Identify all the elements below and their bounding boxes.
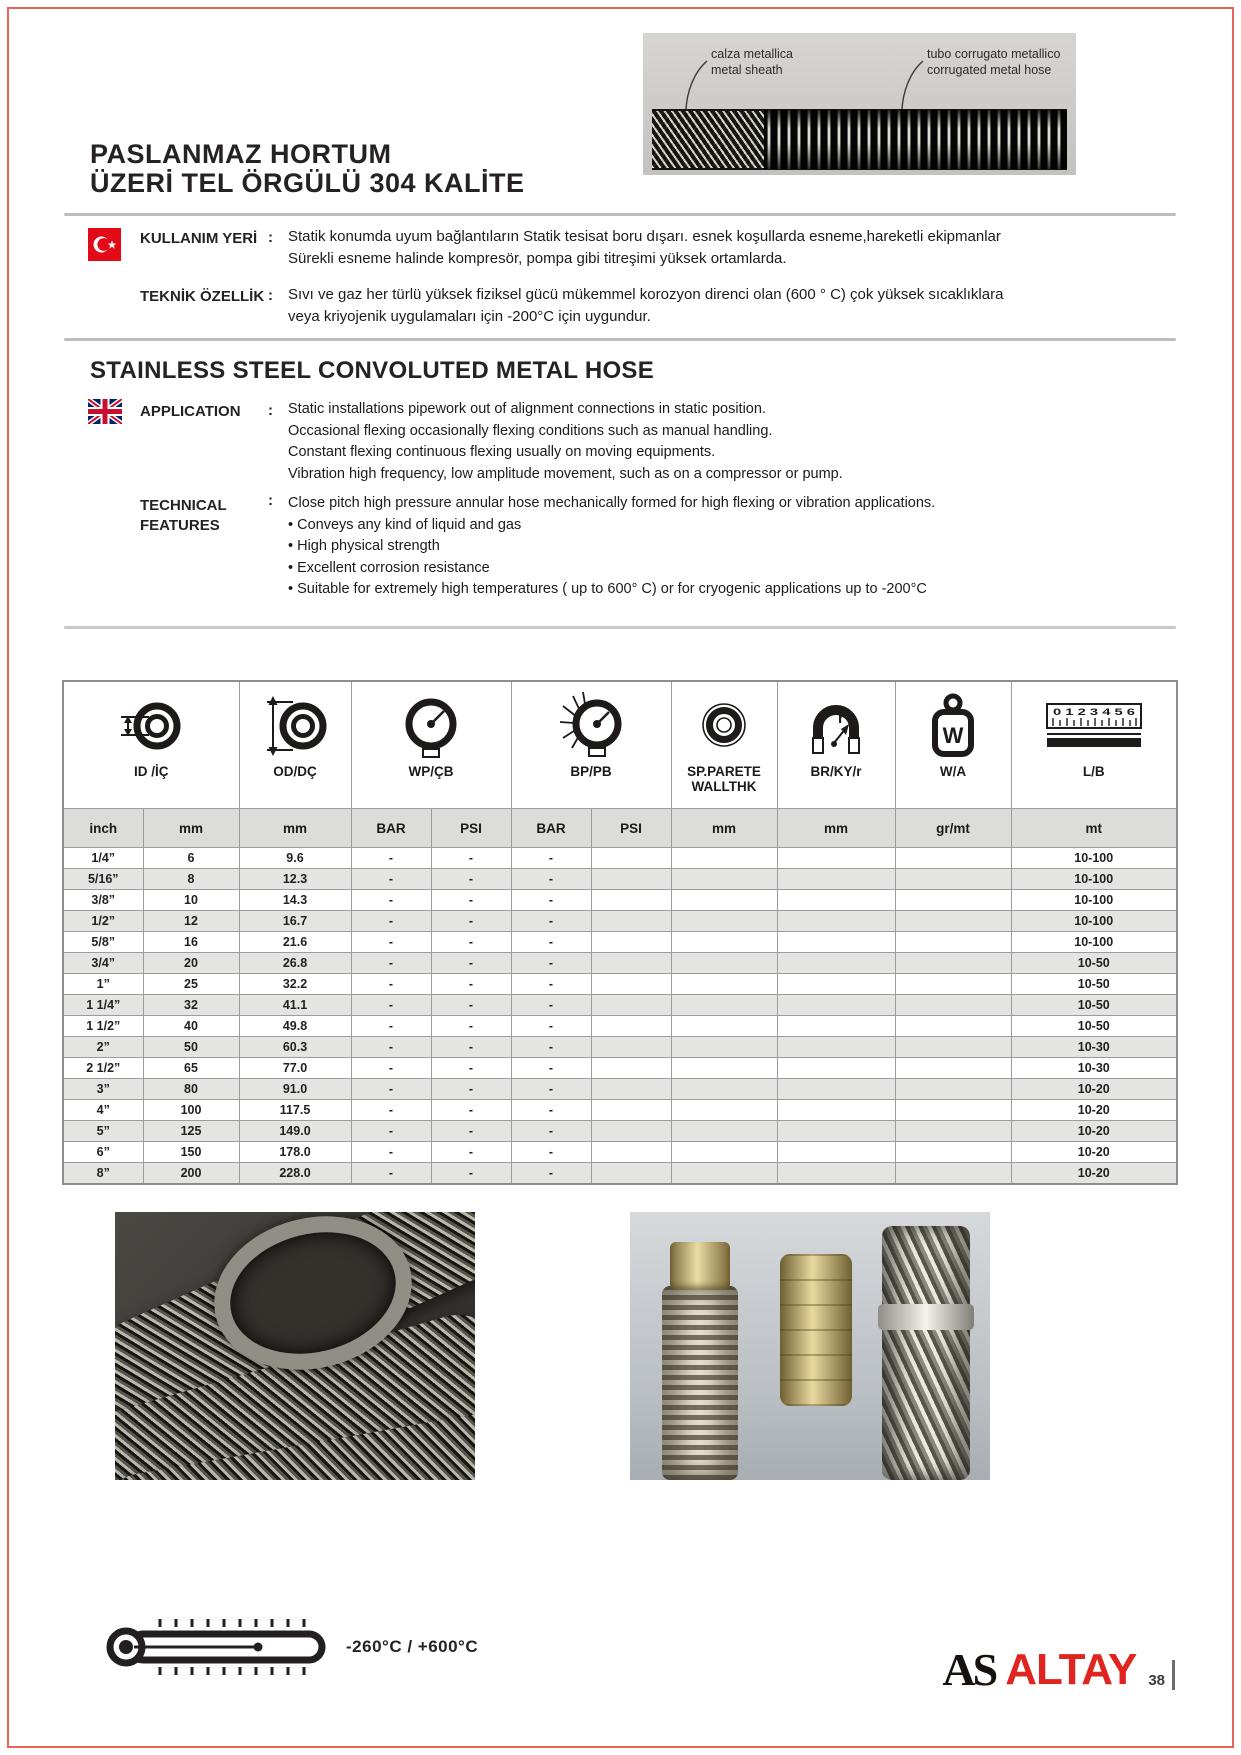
usage-section-text: Statik konumda uyum bağlantıların Statik tesisat boru dışarı. esnek koşullarda esneme,hareketli ekipmanlar Sürekli esneme halinde kompresör, pompa gibi titreşimi yüksek ortamlarda. — [288, 228, 1001, 267]
table-cell — [895, 953, 1011, 974]
table-cell — [777, 995, 895, 1016]
table-cell: 2” — [63, 1037, 143, 1058]
table-cell — [895, 911, 1011, 932]
table-cell — [671, 1058, 777, 1079]
table-cell — [591, 1100, 671, 1121]
uk-flag-icon — [88, 399, 122, 424]
table-cell: 3/4” — [63, 953, 143, 974]
table-cell: 8” — [63, 1163, 143, 1185]
table-cell: 1 1/2” — [63, 1016, 143, 1037]
table-row — [63, 1142, 1177, 1163]
table-cell — [777, 1058, 895, 1079]
table-cell — [777, 953, 895, 974]
table-cell: 32 — [143, 995, 239, 1016]
table-cell: 25 — [143, 974, 239, 995]
table-cell: 49.8 — [239, 1016, 351, 1037]
unit-cell: PSI — [431, 809, 511, 848]
turkey-flag-icon — [88, 228, 121, 261]
hose-collar — [878, 1304, 974, 1330]
table-cell: - — [431, 1058, 511, 1079]
table-cell: 125 — [143, 1121, 239, 1142]
table-cell — [591, 995, 671, 1016]
table-cell — [591, 848, 671, 869]
table-cell: - — [511, 869, 591, 890]
table-cell — [777, 1142, 895, 1163]
table-cell — [671, 953, 777, 974]
table-row — [63, 1079, 1177, 1100]
table-cell: 60.3 — [239, 1037, 351, 1058]
table-cell — [591, 890, 671, 911]
table-cell — [895, 1079, 1011, 1100]
table-row — [63, 890, 1177, 911]
table-cell: 10-30 — [1011, 1058, 1177, 1079]
colon-separator: : — [268, 402, 273, 419]
table-cell: - — [351, 953, 431, 974]
hose-spec-table — [62, 680, 1178, 1185]
table-cell: - — [431, 1016, 511, 1037]
table-cell: - — [431, 932, 511, 953]
table-cell: - — [431, 890, 511, 911]
table-cell — [895, 932, 1011, 953]
braided-hose-texture — [882, 1226, 970, 1480]
table-cell: 10-20 — [1011, 1163, 1177, 1185]
thermometer-icon — [100, 1616, 332, 1678]
table-cell: - — [351, 1163, 431, 1185]
table-row — [63, 1058, 1177, 1079]
hose-table-body — [63, 848, 1177, 1185]
table-cell — [895, 1163, 1011, 1185]
technical-section-text: Sıvı ve gaz her türlü yüksek fiziksel gücü mükemmel korozyon direnci olan (600 ° C) çok yüksek sıcaklıklara veya kriyojenik uygulamaları için -200°C için uygundur. — [288, 286, 1004, 325]
table-cell: - — [511, 1016, 591, 1037]
table-cell: 1” — [63, 974, 143, 995]
table-cell — [671, 932, 777, 953]
outer-diameter-icon — [263, 690, 327, 760]
page-number-divider — [1172, 1660, 1175, 1690]
table-cell: 3/8” — [63, 890, 143, 911]
table-cell: - — [511, 848, 591, 869]
table-cell — [895, 1121, 1011, 1142]
column-header-bend-radius: r BR/KY/r — [777, 681, 895, 809]
table-cell: 1/4” — [63, 848, 143, 869]
table-cell: - — [431, 869, 511, 890]
column-header-bp: BP/PB — [511, 681, 671, 809]
table-cell — [591, 1079, 671, 1100]
table-cell: - — [351, 848, 431, 869]
table-cell: - — [511, 974, 591, 995]
table-cell: - — [511, 1100, 591, 1121]
features-section-label: TECHNICAL FEATURES — [140, 497, 227, 534]
table-cell — [895, 848, 1011, 869]
table-cell: 6 — [143, 848, 239, 869]
table-cell — [895, 1016, 1011, 1037]
wall-thickness-icon — [692, 690, 756, 760]
page-title-turkish: PASLANMAZ HORTUM ÜZERİ TEL ÖRGÜLÜ 304 KALİTE — [90, 139, 525, 198]
unit-cell: BAR — [511, 809, 591, 848]
table-cell: 117.5 — [239, 1100, 351, 1121]
table-cell: 1/2” — [63, 911, 143, 932]
page-number: 38 — [1148, 1672, 1165, 1689]
units-row — [63, 809, 1177, 848]
table-row — [63, 1163, 1177, 1185]
table-cell — [671, 995, 777, 1016]
feature-bullet: • Excellent corrosion resistance — [288, 558, 1193, 580]
table-cell: - — [351, 1058, 431, 1079]
table-cell: - — [351, 1037, 431, 1058]
hose-annotated-photo — [643, 33, 1076, 175]
table-cell: 10-20 — [1011, 1100, 1177, 1121]
photo-annotation-metal-sheath: calza metallica metal sheath — [711, 47, 793, 78]
page-title-english: STAINLESS STEEL CONVOLUTED METAL HOSE — [90, 357, 655, 384]
table-cell: 5” — [63, 1121, 143, 1142]
colon-separator: : — [268, 287, 273, 304]
application-section-text: Static installations pipework out of alignment connections in static position. Occasional flexing occasionally flexing conditions such as manual handling. Constant flexing continuous flexing usually on moving equipments. Vibration high frequency, low amplitude movement, such as on a compressor or pump. — [288, 401, 843, 482]
table-cell: - — [351, 974, 431, 995]
table-cell — [777, 1016, 895, 1037]
svg-text:W: W — [942, 723, 964, 748]
logo-altay-wordmark: ALTAY — [1005, 1645, 1137, 1694]
unit-cell: BAR — [351, 809, 431, 848]
table-cell: - — [351, 932, 431, 953]
table-cell: 3” — [63, 1079, 143, 1100]
table-cell: - — [511, 1121, 591, 1142]
table-cell — [591, 869, 671, 890]
table-cell: 178.0 — [239, 1142, 351, 1163]
table-cell — [777, 869, 895, 890]
table-cell: 10-100 — [1011, 932, 1177, 953]
table-cell: 32.2 — [239, 974, 351, 995]
table-cell — [591, 1037, 671, 1058]
table-cell: - — [431, 1121, 511, 1142]
table-cell: 10-100 — [1011, 869, 1177, 890]
table-cell — [591, 1142, 671, 1163]
table-row — [63, 848, 1177, 869]
table-cell: 228.0 — [239, 1163, 351, 1185]
table-cell — [671, 869, 777, 890]
table-cell: 100 — [143, 1100, 239, 1121]
table-cell: 10-100 — [1011, 911, 1177, 932]
feature-bullet: • Suitable for extremely high temperatures ( up to 600° C) or for cryogenic applications up to -200°C — [288, 579, 1193, 601]
table-row — [63, 932, 1177, 953]
company-logo — [942, 1644, 1175, 1695]
table-cell — [591, 953, 671, 974]
table-cell: 65 — [143, 1058, 239, 1079]
technical-section-label: TEKNİK ÖZELLİK — [140, 288, 265, 305]
table-cell — [777, 932, 895, 953]
table-cell: 10-50 — [1011, 974, 1177, 995]
table-cell — [591, 1121, 671, 1142]
table-cell — [895, 974, 1011, 995]
table-cell: - — [431, 953, 511, 974]
table-cell: 41.1 — [239, 995, 351, 1016]
table-cell: - — [511, 1058, 591, 1079]
table-cell: - — [351, 995, 431, 1016]
column-header-length: 0 1 2 3 4 5 6 L/B — [1011, 681, 1177, 809]
table-cell: 10 — [143, 890, 239, 911]
svg-text:r: r — [838, 710, 844, 727]
table-cell: - — [351, 911, 431, 932]
braided-hoses-photo — [115, 1212, 475, 1480]
table-row — [63, 1016, 1177, 1037]
unit-cell: mm — [143, 809, 239, 848]
table-row — [63, 995, 1177, 1016]
table-cell — [895, 869, 1011, 890]
table-cell — [777, 848, 895, 869]
unit-cell: PSI — [591, 809, 671, 848]
unit-cell: gr/mt — [895, 809, 1011, 848]
table-cell: 149.0 — [239, 1121, 351, 1142]
table-cell — [895, 1037, 1011, 1058]
table-cell — [591, 1016, 671, 1037]
svg-text:0 1 2 3 4 5 6: 0 1 2 3 4 5 6 — [1052, 707, 1135, 717]
feature-bullet: • Conveys any kind of liquid and gas — [288, 515, 1193, 537]
column-header-od: OD/DÇ — [239, 681, 351, 809]
table-cell: 200 — [143, 1163, 239, 1185]
table-cell — [671, 890, 777, 911]
table-cell — [671, 1121, 777, 1142]
table-cell — [777, 1079, 895, 1100]
corrugated-hose-texture — [662, 1286, 738, 1480]
table-cell — [671, 911, 777, 932]
colon-separator: : — [268, 492, 273, 509]
table-cell — [777, 974, 895, 995]
table-cell: - — [511, 1163, 591, 1185]
table-cell: 5/16” — [63, 869, 143, 890]
table-cell: 12 — [143, 911, 239, 932]
table-cell: 10-100 — [1011, 890, 1177, 911]
table-cell: 10-100 — [1011, 848, 1177, 869]
unit-cell: mm — [671, 809, 777, 848]
table-cell: 12.3 — [239, 869, 351, 890]
table-cell: 21.6 — [239, 932, 351, 953]
table-cell — [671, 848, 777, 869]
table-row — [63, 1121, 1177, 1142]
table-cell — [777, 911, 895, 932]
table-cell — [591, 1058, 671, 1079]
table-cell: - — [431, 1037, 511, 1058]
table-cell — [895, 1142, 1011, 1163]
table-cell: - — [511, 932, 591, 953]
table-cell: 6” — [63, 1142, 143, 1163]
table-cell: - — [511, 995, 591, 1016]
table-cell — [671, 1142, 777, 1163]
divider-rule — [64, 338, 1176, 341]
table-cell: - — [511, 1079, 591, 1100]
feature-bullet: • High physical strength — [288, 536, 1193, 558]
table-cell: - — [351, 1016, 431, 1037]
table-cell — [671, 1016, 777, 1037]
table-row — [63, 1100, 1177, 1121]
table-cell — [591, 932, 671, 953]
table-cell: - — [431, 1142, 511, 1163]
table-cell — [591, 974, 671, 995]
table-cell: - — [351, 890, 431, 911]
table-cell: - — [511, 1037, 591, 1058]
unit-cell: mm — [777, 809, 895, 848]
table-cell: 2 1/2” — [63, 1058, 143, 1079]
table-cell — [671, 974, 777, 995]
features-section-text: Close pitch high pressure annular hose mechanically formed for high flexing or vibration applications. • Conveys any kind of liquid and gas • High physical strength • Excellent corrosion resistance • Suitable for extremely high temperatures ( up to 600° C) or for cryogenic applications up to -200°C — [288, 493, 1193, 601]
table-cell: 4” — [63, 1100, 143, 1121]
table-cell: 80 — [143, 1079, 239, 1100]
burst-pressure-icon — [559, 690, 623, 760]
table-cell: 10-20 — [1011, 1079, 1177, 1100]
table-cell — [777, 1121, 895, 1142]
table-cell: 10-20 — [1011, 1121, 1177, 1142]
table-row — [63, 1037, 1177, 1058]
table-cell: 26.8 — [239, 953, 351, 974]
table-cell: - — [351, 1142, 431, 1163]
working-pressure-icon — [399, 690, 463, 760]
table-cell: 9.6 — [239, 848, 351, 869]
table-cell: 50 — [143, 1037, 239, 1058]
weight-icon — [921, 690, 985, 760]
bend-radius-icon — [804, 690, 868, 760]
table-cell: - — [431, 1100, 511, 1121]
brass-fitting — [670, 1242, 730, 1290]
table-cell: - — [431, 995, 511, 1016]
table-cell: - — [431, 1163, 511, 1185]
table-cell — [895, 995, 1011, 1016]
table-cell: - — [351, 1079, 431, 1100]
length-icon — [1039, 690, 1149, 760]
table-cell: 150 — [143, 1142, 239, 1163]
photo-annotation-corrugated-hose: tubo corrugato metallico corrugated metal hose — [927, 47, 1061, 78]
table-cell — [671, 1100, 777, 1121]
brass-connector — [780, 1254, 852, 1406]
unit-cell: mt — [1011, 809, 1177, 848]
application-section-label: APPLICATION — [140, 403, 241, 420]
table-cell: 5/8” — [63, 932, 143, 953]
table-cell — [671, 1037, 777, 1058]
column-header-id: ID /İÇ — [63, 681, 239, 809]
table-cell: 10-30 — [1011, 1037, 1177, 1058]
table-row — [63, 869, 1177, 890]
table-cell: 14.3 — [239, 890, 351, 911]
table-cell — [591, 1163, 671, 1185]
table-cell: - — [431, 1079, 511, 1100]
table-cell: - — [431, 911, 511, 932]
table-row — [63, 974, 1177, 995]
table-cell: - — [351, 1100, 431, 1121]
colon-separator: : — [268, 229, 273, 246]
table-cell — [895, 890, 1011, 911]
unit-cell: inch — [63, 809, 143, 848]
table-cell — [671, 1163, 777, 1185]
hose-fittings-photo — [630, 1212, 990, 1480]
inner-diameter-icon — [119, 690, 183, 760]
table-cell — [777, 1037, 895, 1058]
table-cell: - — [351, 1121, 431, 1142]
divider-rule — [64, 626, 1176, 629]
table-cell: 16 — [143, 932, 239, 953]
usage-section-label: KULLANIM YERİ — [140, 230, 258, 247]
table-cell — [895, 1058, 1011, 1079]
column-header-weight: W W/A — [895, 681, 1011, 809]
unit-cell: mm — [239, 809, 351, 848]
table-cell — [777, 1100, 895, 1121]
table-cell: 8 — [143, 869, 239, 890]
table-cell: - — [511, 890, 591, 911]
table-row — [63, 953, 1177, 974]
table-cell: - — [431, 974, 511, 995]
table-cell: 10-50 — [1011, 1016, 1177, 1037]
table-cell: 16.7 — [239, 911, 351, 932]
table-cell: 10-50 — [1011, 953, 1177, 974]
table-cell: - — [351, 869, 431, 890]
table-cell: - — [511, 911, 591, 932]
divider-rule — [64, 213, 1176, 216]
table-cell: 20 — [143, 953, 239, 974]
table-cell — [895, 1100, 1011, 1121]
column-header-wp: WP/ÇB — [351, 681, 511, 809]
table-cell: 1 1/4” — [63, 995, 143, 1016]
table-row — [63, 911, 1177, 932]
table-cell: - — [511, 953, 591, 974]
table-cell: - — [511, 1142, 591, 1163]
table-cell: - — [431, 848, 511, 869]
table-cell — [777, 1163, 895, 1185]
column-header-wallthk: SP.PARETE WALLTHK — [671, 681, 777, 809]
table-cell — [777, 890, 895, 911]
table-cell: 40 — [143, 1016, 239, 1037]
logo-as-mark: AS — [942, 1644, 996, 1695]
table-cell: 91.0 — [239, 1079, 351, 1100]
temperature-range-label: -260°C / +600°C — [346, 1637, 479, 1656]
table-cell: 10-50 — [1011, 995, 1177, 1016]
temperature-range-block — [100, 1616, 478, 1678]
table-cell: 10-20 — [1011, 1142, 1177, 1163]
icon-header-row — [63, 681, 1177, 809]
table-cell — [671, 1079, 777, 1100]
table-cell: 77.0 — [239, 1058, 351, 1079]
table-cell — [591, 911, 671, 932]
